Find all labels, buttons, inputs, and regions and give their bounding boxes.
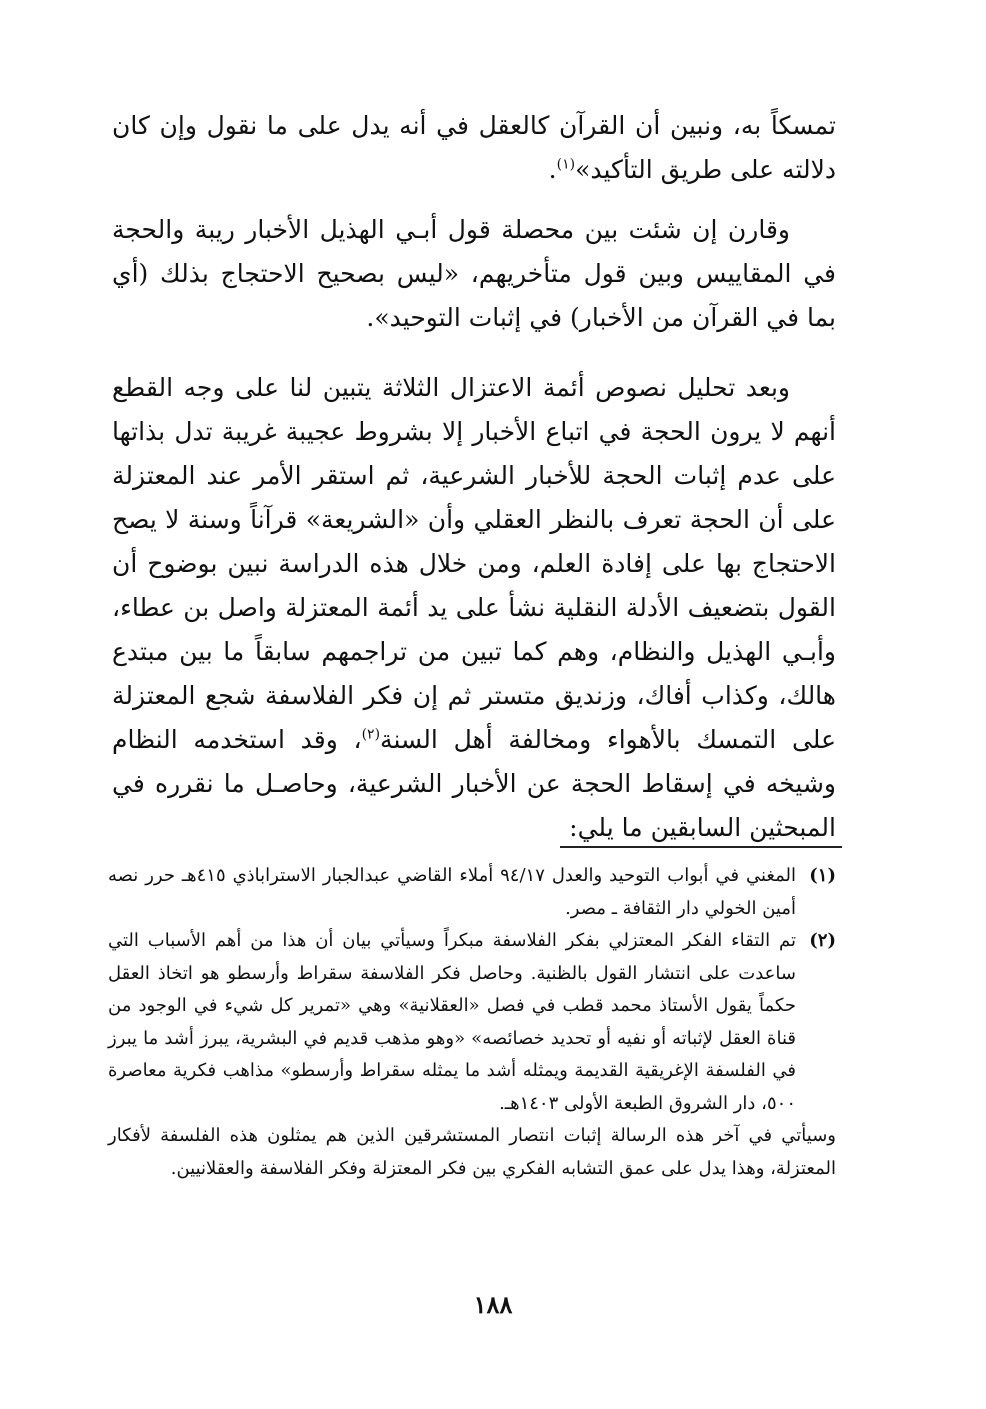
paragraph-2 xyxy=(112,208,836,340)
footnote-text: تم التقاء الفكر المعتزلي بفكر الفلاسفة مبكراً وسيأتي بيان أن هذا من أهم الأسباب التي ساعدت على انتشار القول بالظنية. وحاصل فكر الفلاسفة سقراط وأرسطو هو اتخاذ العقل حكماً يقول الأستاذ محمد قطب في فصل «العقلانية» وهي «تمرير كل شيء في الوجود من قناة العقل لإثباته أو نفيه أو تحديد خصائصه» «وهو مذهب قديم في البشرية، يبرز أشد ما يبرز في الفلسفة الإغريقية القديمة ويمثله أشد ما يمثله سقراط وأرسطو» مذاهب فكرية معاصرة ٥٠٠، دار الشروق الطبعة الأولى ١٤٠٣هـ. xyxy=(108,930,796,1114)
footnote-2-continuation: وسيأتي في آخر هذه الرسالة إثبات انتصار المستشرقين الذين هم يمثلون هذه الفلسفة لأفكار المعتزلة، وهذا يدل على عمق التشابه الفكري بين فكر المعتزلة وفكر الفلاسفة والعقلانيين. xyxy=(108,1125,836,1179)
paragraph-1-text: تمسكاً به، ونبين أن القرآن كالعقل في أنه يدل على ما نقول وإن كان دلالته على طريق التأكيد» xyxy=(112,111,836,184)
paragraph-1-end: . xyxy=(548,155,557,184)
footnote-separator xyxy=(560,846,842,848)
paragraph-3-end: ، وقد استخدمه النظام وشيخه في إسقاط الحجة عن الأخبار الشرعية، وحاصـل ما نقرره في المبحثين السابقين ما يلي: xyxy=(112,725,836,842)
footnote-number: (٢) xyxy=(809,930,836,951)
footnote-text: المغني في أبواب التوحيد والعدل ٩٤/١٧ أملاء القاضي عبدالجبار الاستراباذي ٤١٥هـ حرر نصه أمين الخولي دار الثقافة ـ مصر. xyxy=(108,865,796,919)
footnote-1 xyxy=(108,860,836,925)
footnote-2 xyxy=(108,925,836,1120)
footnote-ref-2: (٢) xyxy=(361,726,381,743)
paragraph-1 xyxy=(112,104,836,192)
paragraph-3 xyxy=(112,366,836,850)
footnote-ref-1: (١) xyxy=(556,156,576,173)
footnotes xyxy=(108,860,836,1185)
page-number: ١٨٨ xyxy=(473,1290,513,1319)
paragraph-2-text: وقارن إن شئت بين محصلة قول أبـي الهذيل الأخبار ريبة والحجة في المقاييس وبين قول متأخريهم، «ليس بصحيح الاحتجاج بذلك (أي بما في القرآن من الأخبار) في إثبات التوحيد». xyxy=(112,215,836,332)
paragraph-3-text: وبعد تحليل نصوص أئمة الاعتزال الثلاثة يتبين لنا على وجه القطع أنهم لا يرون الحجة في اتباع الأخبار إلا بشروط عجيبة غريبة تدل بذاتها على عدم إثبات الحجة للأخبار الشرعية، ثم استقر الأمر عند المعتزلة على أن الحجة تعرف بالنظر العقلي وأن «الشريعة» قرآناً وسنة لا يصح الاحتجاج بها على إفادة العلم، ومن خلال هذه الدراسة نبين بوضوح أن القول بتضعيف الأدلة النقلية نشأ على يد أئمة المعتزلة واصل بن عطاء، وأبـي الهذيل والنظام، وهم كما تبين من تراجمهم سابقاً ما بين مبتدع هالك، وكذاب أفاك، وزنديق متستر ثم إن فكر الفلاسفة شجع المعتزلة على التمسك بالأهواء ومخالفة أهل السنة xyxy=(112,373,836,754)
footnote-number: (١) xyxy=(809,865,836,886)
